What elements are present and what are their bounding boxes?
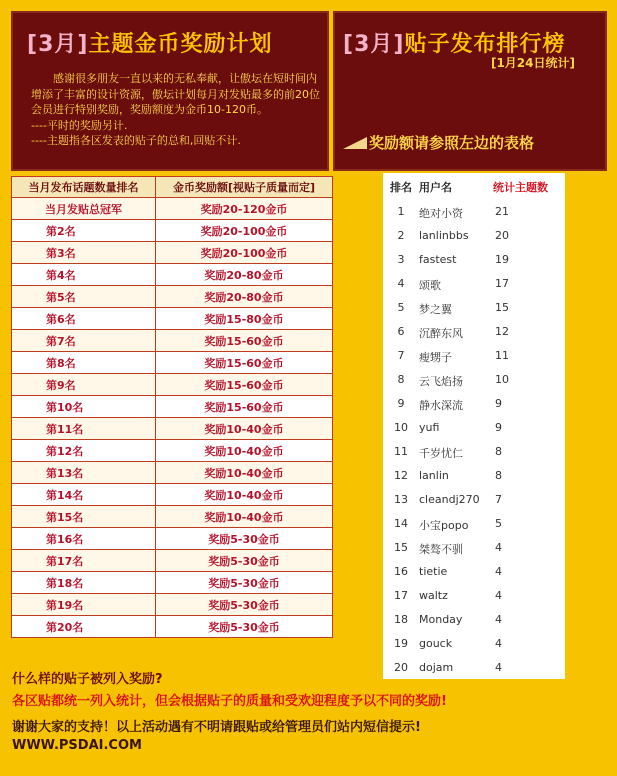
leader-count: 7 [495,493,502,506]
leader-username: 绝对小资 [419,207,463,220]
reward-amount: 奖励5-30金币 [156,528,333,550]
leader-username: dojam [419,661,454,674]
reward-plan-panel [11,11,329,171]
reward-rank: 当月发贴总冠军 [12,198,156,220]
reward-amount: 奖励20-80金币 [156,264,333,286]
leader-rank: 19 [394,637,408,650]
leader-username: 梦之翼 [419,303,452,316]
leader-rank: 18 [394,613,408,626]
bracket-close: ] [393,32,405,57]
leader-row [383,368,565,392]
leader-rank: 2 [397,229,405,242]
leader-rank: 13 [394,493,408,506]
leader-count: 12 [495,325,509,338]
leader-row [383,392,565,416]
leader-row [383,200,565,224]
leader-username: 沉醉东风 [419,327,463,340]
leader-count: 21 [495,205,509,218]
reward-rank: 第10名 [12,396,156,418]
leader-rank: 16 [394,565,408,578]
reward-rank: 第16名 [12,528,156,550]
reward-amount: 奖励10-40金币 [156,462,333,484]
leader-rank: 9 [397,397,405,410]
leader-count: 8 [495,469,502,482]
leader-count: 11 [495,349,509,362]
leader-username: fastest [419,253,457,266]
leader-username: 桀骜不驯 [419,543,463,556]
leader-row [383,272,565,296]
reward-rank: 第7名 [12,330,156,352]
leader-count: 4 [495,541,502,554]
leader-count: 9 [495,421,502,434]
leader-rank: 8 [397,373,405,386]
leader-username: 静水深流 [419,399,463,412]
reward-rank: 第18名 [12,572,156,594]
ranking-title-text: 贴子发布排行榜 [404,32,566,57]
leader-row [383,320,565,344]
leader-count: 4 [495,589,502,602]
month-label: 3月 [354,32,394,57]
leader-rank: 3 [397,253,405,266]
reward-amount: 奖励15-60金币 [156,396,333,418]
reward-rank: 第8名 [12,352,156,374]
leader-rank: 15 [394,541,408,554]
leader-row [383,344,565,368]
reward-row [12,550,333,572]
reward-amount: 奖励20-120金币 [156,198,333,220]
reward-amount: 奖励15-60金币 [156,374,333,396]
leader-row [383,440,565,464]
reward-row [12,330,333,352]
reward-row [12,396,333,418]
leader-username: lanlinbbs [419,229,469,242]
leader-count: 4 [495,613,502,626]
leader-count: 9 [495,397,502,410]
leader-row [383,488,565,512]
leader-row [383,224,565,248]
footer-question: 什么样的贴子被列入奖励? [12,672,163,687]
leader-rank: 4 [397,277,405,290]
leader-username: cleandj270 [419,493,480,506]
leader-rank-header: 排名 [390,181,412,194]
amount-column-header: 金币奖励额[视贴子质量而定] [156,177,333,198]
reward-amount: 奖励15-60金币 [156,330,333,352]
leader-rank: 6 [397,325,405,338]
leader-row [383,608,565,632]
leader-rank: 1 [397,205,405,218]
reward-row [12,462,333,484]
reward-amount: 奖励15-60金币 [156,352,333,374]
stat-date: [1月24日统计] [490,56,575,70]
leader-username: 颂歌 [419,279,441,292]
reward-amount: 奖励5-30金币 [156,572,333,594]
rank-column-header: 当月发布话题数量排名 [12,177,156,198]
leader-count: 19 [495,253,509,266]
leader-count-header: 统计主题数 [493,181,548,194]
leader-rank: 17 [394,589,408,602]
leader-row [383,536,565,560]
bracket-open: [ [343,32,355,57]
reward-row [12,308,333,330]
leader-row [383,512,565,536]
reward-row [12,352,333,374]
arrow-icon [343,137,367,149]
leader-rank: 11 [394,445,408,458]
reward-row [12,506,333,528]
leader-username: 千岁忧仁 [419,447,463,460]
leader-row [383,248,565,272]
footer-line-2: 谢谢大家的支持！以上活动遇有不明请跟贴或给管理员们站内短信提示! [12,720,421,735]
leader-rank: 5 [397,301,405,314]
leaderboard [383,173,565,679]
leader-count: 4 [495,565,502,578]
reward-row [12,528,333,550]
reward-amount: 奖励20-100金币 [156,242,333,264]
leader-rank: 20 [394,661,408,674]
leader-count: 15 [495,301,509,314]
leader-row [383,632,565,656]
reward-rank: 第17名 [12,550,156,572]
reward-row [12,484,333,506]
leader-row [383,464,565,488]
reward-row [12,220,333,242]
reward-rank: 第14名 [12,484,156,506]
reward-row [12,374,333,396]
leader-rank: 12 [394,469,408,482]
leader-count: 4 [495,661,502,674]
ranking-header-panel [333,11,607,171]
leader-username: tietie [419,565,448,578]
reward-row [12,616,333,638]
plan-title-text: 主题金币奖励计划 [88,32,273,57]
reward-rank: 第11名 [12,418,156,440]
leader-username: lanlin [419,469,449,482]
reward-amount: 奖励5-30金币 [156,550,333,572]
footer-line-1: 各区贴都统一列入统计，但会根据贴子的质量和受欢迎程度予以不同的奖励! [12,694,447,709]
intro-note-2: ----主题指各区发表的贴子的总和,回贴不计. [31,134,241,147]
leader-username: 瘦甥子 [419,351,452,364]
leader-username: 小宝popo [419,519,469,532]
site-link[interactable]: WWW.PSDAI.COM [12,738,142,753]
leader-rank: 7 [397,349,405,362]
intro-paragraph: 感谢很多朋友一直以来的无私奉献，让傲坛在短时间内增添了丰富的设计资源，傲坛计划每月对发贴最多的前20位会员进行特别奖励，奖励额度为金币10-120币。 [31,72,320,116]
leader-count: 8 [495,445,502,458]
leader-row [383,584,565,608]
reward-amount: 奖励10-40金币 [156,484,333,506]
leader-row [383,560,565,584]
bracket-open: [ [27,32,39,57]
reward-rank: 第20名 [12,616,156,638]
reward-rank: 第13名 [12,462,156,484]
leader-username: Monday [419,613,463,626]
reward-table [11,176,333,638]
reward-rank: 第6名 [12,308,156,330]
intro-text [31,71,327,149]
leader-user-header: 用户名 [419,181,452,194]
leader-row [383,656,565,680]
reward-row [12,594,333,616]
leader-rank: 14 [394,517,408,530]
reward-amount: 奖励15-80金币 [156,308,333,330]
reward-rank: 第5名 [12,286,156,308]
reward-rank: 第9名 [12,374,156,396]
leader-count: 10 [495,373,509,386]
reward-plan-title [27,27,272,58]
leader-row [383,416,565,440]
leader-count: 4 [495,637,502,650]
reward-amount: 奖励5-30金币 [156,616,333,638]
leader-username: 云飞焰扬 [419,375,463,388]
reward-row [12,242,333,264]
reward-amount: 奖励20-80金币 [156,286,333,308]
reward-rank: 第19名 [12,594,156,616]
reward-rank: 第4名 [12,264,156,286]
reward-amount: 奖励10-40金币 [156,506,333,528]
month-label: 3月 [38,32,78,57]
reward-row [12,264,333,286]
leader-username: waltz [419,589,448,602]
reward-row [12,286,333,308]
reward-rank: 第12名 [12,440,156,462]
bracket-close: ] [77,32,89,57]
reward-amount: 奖励10-40金币 [156,440,333,462]
reward-table-header [12,177,333,198]
reward-note: 奖励额请参照左边的表格 [369,134,535,152]
leader-count: 5 [495,517,502,530]
leader-count: 17 [495,277,509,290]
leader-count: 20 [495,229,509,242]
reward-row [12,440,333,462]
reward-row [12,572,333,594]
reward-row [12,418,333,440]
reward-rank: 第15名 [12,506,156,528]
reward-amount: 奖励10-40金币 [156,418,333,440]
leader-rank: 10 [394,421,408,434]
leader-username: gouck [419,637,453,650]
reward-amount: 奖励20-100金币 [156,220,333,242]
reward-rank: 第2名 [12,220,156,242]
reward-row [12,198,333,220]
intro-note-1: ----平时的奖励另计. [31,118,128,132]
reward-amount: 奖励5-30金币 [156,594,333,616]
leader-username: yufi [419,421,440,434]
leader-row [383,296,565,320]
reward-rank: 第3名 [12,242,156,264]
